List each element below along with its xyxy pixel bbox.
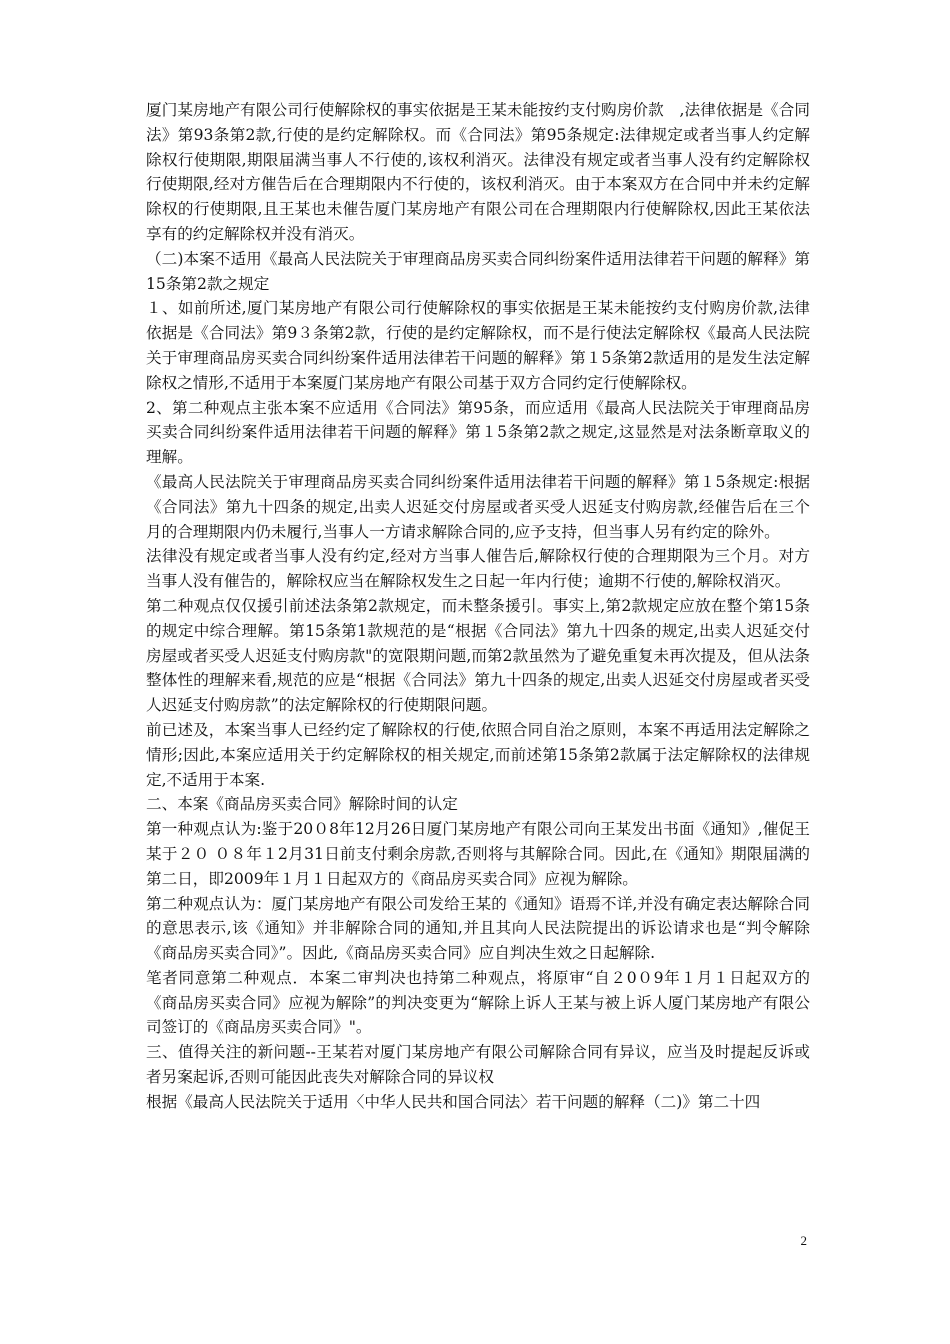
paragraph-12: 笔者同意第二种观点．本案二审判决也持第二种观点，将原审“自２0０9年１月１日起双方的《商品房买卖合同》应视为解除”的判决变更为“解除上诉人王某与被上诉人厦门某房地产有限公司签订的《商品房买卖合同》"。	[146, 968, 810, 1037]
section-heading-3: 三、值得关注的新问题--王某若对厦门某房地产有限公司解除合同有异议，应当及时提起反诉或者另案起诉,否则可能因此丧失对解除合同的异议权	[146, 1043, 810, 1087]
page-number: 2	[800, 1233, 807, 1248]
paragraph-5: 《最高人民法院关于审理商品房买卖合同纠纷案件适用法律若干问题的解释》第１5条规定:根据《合同法》第九十四条的规定,出卖人迟延交付房屋或者买受人迟延支付购房款,经催告后在三个月的合理期限内仍未履行,当事人一方请求解除合同的,应予支持，但当事人另有约定的除外。	[146, 472, 810, 541]
paragraph-6: 法律没有规定或者当事人没有约定,经对方当事人催告后,解除权行使的合理期限为三个月。对方当事人没有催告的，解除权应当在解除权发生之日起一年内行使；逾期不行使的,解除权消灭。	[146, 547, 810, 591]
document-body	[146, 98, 810, 1115]
paragraph-7: 第二种观点仅仅援引前述法条第2款规定，而未整条援引。事实上,第2款规定应放在整个第15条的规定中综合理解。第15条第1款规范的是“根据《合同法》第九十四条的规定,出卖人迟延交付房屋或者买受人迟延支付购房款"的宽限期问题,而第2款虽然为了避免重复未再次提及，但从法条整体性的理解来看,规范的应是“根据《合同法》第九十四条的规定,出卖人迟延交付房屋或者买受人迟延支付购房款”的法定解除权的行使期限问题。	[146, 596, 810, 715]
paragraph-3: １、如前所述,厦门某房地产有限公司行使解除权的事实依据是王某未能按约支付购房价款,法律依据是《合同法》第9３条第2款，行使的是约定解除权，而不是行使法定解除权《最高人民法院关于审理商品房买卖合同纠纷案件适用法律若干问题的解释》第１5条第2款适用的是发生法定解除权之情形,不适用于本案厦门某房地产有限公司基于双方合同约定行使解除权。	[146, 299, 810, 392]
paragraph-11: 第二种观点认为：厦门某房地产有限公司发给王某的《通知》语焉不详,并没有确定表达解除合同的意思表示,该《通知》并非解除合同的通知,并且其向人民法院提出的诉讼请求也是“判令解除《商品房买卖合同》”。因此,《商品房买卖合同》应自判决生效之日起解除.	[146, 894, 810, 963]
paragraph-4: 2、第二种观点主张本案不应适用《合同法》第95条，而应适用《最高人民法院关于审理商品房买卖合同纠纷案件适用法律若干问题的解释》第１5条第2款之规定,这显然是对法条断章取义的理解。	[146, 398, 810, 467]
paragraph-10: 第一种观点认为:鉴于20０8年12月26日厦门某房地产有限公司向王某发出书面《通知》,催促王某于２０ ０８年１2月31日前支付剩余房款,否则将与其解除合同。因此,在《通知》期限届满的第二日，即2009年１月１日起双方的《商品房买卖合同》应视为解除。	[146, 820, 810, 888]
paragraph-14: 根据《最高人民法院关于适用〈中华人民共和国合同法〉若干问题的解释（二)》第二十四	[146, 1092, 761, 1111]
paragraph-1: 厦门某房地产有限公司行使解除权的事实依据是王某未能按约支付购房价款 ,法律依据是《合同法》第93条第2款,行使的是约定解除权。而《合同法》第95条规定:法律规定或者当事人约定解除权行使期限,期限届满当事人不行使的,该权利消灭。法律没有规定或者当事人没有约定解除权行使期限,经对方催告后在合理期限内不行使的，该权利消灭。由于本案双方在合同中并未约定解除权的行使期限,且王某也未催告厦门某房地产有限公司在合理期限内行使解除权,因此王某依法享有的约定解除权并没有消灭。	[146, 101, 810, 243]
paragraph-2-heading: （二)本案不适用《最高人民法院关于审理商品房买卖合同纠纷案件适用法律若干问题的解释》第15条第2款之规定	[146, 249, 810, 293]
section-heading-2: 二、本案《商品房买卖合同》解除时间的认定	[146, 795, 458, 814]
paragraph-8: 前已述及，本案当事人已经约定了解除权的行使,依照合同自治之原则，本案不再适用法定解除之情形;因此,本案应适用关于约定解除权的相关规定,而前述第15条第2款属于法定解除权的法律规定,不适用于本案.	[146, 720, 810, 789]
